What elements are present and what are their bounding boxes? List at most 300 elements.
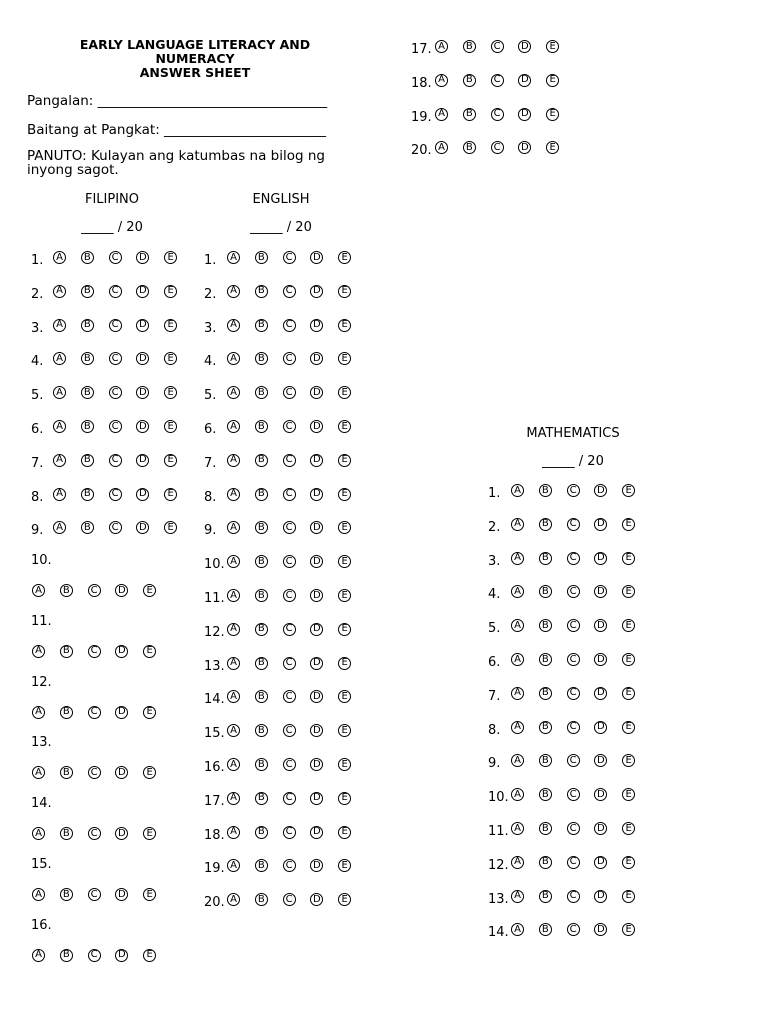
mathematics-q9-bubble-e[interactable]: E bbox=[622, 754, 635, 767]
mathematics-q8-bubble-d[interactable]: D bbox=[594, 721, 607, 734]
filipino-q8-bubble-b[interactable]: B bbox=[81, 488, 94, 501]
mathematics-q5-bubble-a[interactable]: A bbox=[511, 619, 524, 632]
filipino-q19-bubble-c[interactable]: C bbox=[491, 108, 504, 121]
mathematics-question-6-number: 6. bbox=[488, 655, 501, 670]
english-question-2-number: 2. bbox=[204, 286, 217, 302]
english-q1-bubble-a[interactable]: A bbox=[227, 251, 240, 264]
english-q10-bubble-a[interactable]: A bbox=[227, 555, 240, 568]
english-q6-bubble-a[interactable]: A bbox=[227, 420, 240, 433]
english-q4-bubble-a[interactable]: A bbox=[227, 352, 240, 365]
english-q12-bubble-b[interactable]: B bbox=[255, 623, 268, 636]
mathematics-q11-bubble-b[interactable]: B bbox=[539, 822, 552, 835]
name-field[interactable]: Pangalan: __________________________________ bbox=[27, 93, 328, 109]
english-q12-bubble-a[interactable]: A bbox=[227, 623, 240, 636]
filipino-q17-bubble-a[interactable]: A bbox=[435, 40, 448, 53]
mathematics-q7-bubble-c[interactable]: C bbox=[567, 687, 580, 700]
mathematics-q14-bubble-a[interactable]: A bbox=[511, 923, 524, 936]
english-q2-bubble-d[interactable]: D bbox=[310, 285, 323, 298]
mathematics-question-7-number: 7. bbox=[488, 688, 501, 704]
english-q8-bubble-c[interactable]: C bbox=[283, 488, 296, 501]
filipino-q11-bubble-c[interactable]: C bbox=[88, 645, 101, 658]
english-q9-bubble-e[interactable]: E bbox=[338, 521, 351, 534]
english-q19-bubble-d[interactable]: D bbox=[310, 859, 323, 872]
english-q18-bubble-c[interactable]: C bbox=[283, 826, 296, 839]
english-q3-bubble-e[interactable]: E bbox=[338, 319, 351, 332]
filipino-q3-bubble-a[interactable]: A bbox=[53, 319, 66, 332]
filipino-question-17-number: 17. bbox=[411, 42, 432, 57]
english-q4-bubble-d[interactable]: D bbox=[310, 352, 323, 365]
filipino-q16-bubble-b[interactable]: B bbox=[60, 949, 73, 962]
english-q2-bubble-e[interactable]: E bbox=[338, 285, 351, 298]
english-q8-bubble-e[interactable]: E bbox=[338, 488, 351, 501]
english-q19-bubble-c[interactable]: C bbox=[283, 859, 296, 872]
filipino-q8-bubble-d[interactable]: D bbox=[136, 488, 149, 501]
mathematics-q8-bubble-b[interactable]: B bbox=[539, 721, 552, 734]
mathematics-q14-bubble-b[interactable]: B bbox=[539, 923, 552, 936]
english-q10-bubble-b[interactable]: B bbox=[255, 555, 268, 568]
filipino-q12-bubble-d[interactable]: D bbox=[115, 706, 128, 719]
filipino-q13-bubble-c[interactable]: C bbox=[88, 766, 101, 779]
filipino-q5-bubble-e[interactable]: E bbox=[164, 386, 177, 399]
mathematics-q2-bubble-d[interactable]: D bbox=[594, 518, 607, 531]
filipino-q7-bubble-a[interactable]: A bbox=[53, 454, 66, 467]
mathematics-q12-bubble-b[interactable]: B bbox=[539, 856, 552, 869]
mathematics-q7-bubble-b[interactable]: B bbox=[539, 687, 552, 700]
english-q20-bubble-c[interactable]: C bbox=[283, 893, 296, 906]
mathematics-q2-bubble-b[interactable]: B bbox=[539, 518, 552, 531]
title-line-1: EARLY LANGUAGE LITERACY AND bbox=[79, 37, 311, 52]
filipino-q18-bubble-b[interactable]: B bbox=[463, 74, 476, 87]
english-score: _____ / 20 bbox=[250, 220, 312, 235]
filipino-q8-bubble-e[interactable]: E bbox=[164, 488, 177, 501]
filipino-q14-bubble-a[interactable]: A bbox=[32, 827, 45, 840]
mathematics-q4-bubble-e[interactable]: E bbox=[622, 585, 635, 598]
filipino-q5-bubble-a[interactable]: A bbox=[53, 386, 66, 399]
english-q10-bubble-e[interactable]: E bbox=[338, 555, 351, 568]
english-q11-bubble-b[interactable]: B bbox=[255, 589, 268, 602]
filipino-question-1-number: 1. bbox=[31, 253, 44, 268]
filipino-q6-bubble-e[interactable]: E bbox=[164, 420, 177, 433]
english-q7-bubble-a[interactable]: A bbox=[227, 454, 240, 467]
english-q3-bubble-b[interactable]: B bbox=[255, 319, 268, 332]
mathematics-q13-bubble-d[interactable]: D bbox=[594, 890, 607, 903]
filipino-q16-bubble-a[interactable]: A bbox=[32, 949, 45, 962]
filipino-q6-bubble-b[interactable]: B bbox=[81, 420, 94, 433]
english-q6-bubble-c[interactable]: C bbox=[283, 420, 296, 433]
english-q13-bubble-e[interactable]: E bbox=[338, 657, 351, 670]
mathematics-q8-bubble-e[interactable]: E bbox=[622, 721, 635, 734]
filipino-q15-bubble-d[interactable]: D bbox=[115, 888, 128, 901]
english-q3-bubble-c[interactable]: C bbox=[283, 319, 296, 332]
filipino-q16-bubble-c[interactable]: C bbox=[88, 949, 101, 962]
english-q13-bubble-b[interactable]: B bbox=[255, 657, 268, 670]
filipino-q10-bubble-a[interactable]: A bbox=[32, 584, 45, 597]
filipino-q6-bubble-d[interactable]: D bbox=[136, 420, 149, 433]
filipino-q15-bubble-b[interactable]: B bbox=[60, 888, 73, 901]
mathematics-q9-bubble-a[interactable]: A bbox=[511, 754, 524, 767]
english-q4-bubble-b[interactable]: B bbox=[255, 352, 268, 365]
filipino-q16-bubble-d[interactable]: D bbox=[115, 949, 128, 962]
mathematics-q9-bubble-d[interactable]: D bbox=[594, 754, 607, 767]
filipino-q15-bubble-a[interactable]: A bbox=[32, 888, 45, 901]
filipino-q20-bubble-a[interactable]: A bbox=[435, 141, 448, 154]
filipino-q5-bubble-b[interactable]: B bbox=[81, 386, 94, 399]
mathematics-q4-bubble-d[interactable]: D bbox=[594, 585, 607, 598]
mathematics-q6-bubble-c[interactable]: C bbox=[567, 653, 580, 666]
english-q1-bubble-e[interactable]: E bbox=[338, 251, 351, 264]
filipino-q14-bubble-c[interactable]: C bbox=[88, 827, 101, 840]
english-q5-bubble-c[interactable]: C bbox=[283, 386, 296, 399]
english-q19-bubble-b[interactable]: B bbox=[255, 859, 268, 872]
filipino-question-10-number: 10. bbox=[31, 553, 52, 568]
filipino-question-9-number: 9. bbox=[31, 523, 44, 539]
english-q18-bubble-e[interactable]: E bbox=[338, 826, 351, 839]
filipino-q9-bubble-e[interactable]: E bbox=[164, 521, 177, 534]
filipino-q8-bubble-a[interactable]: A bbox=[53, 488, 66, 501]
filipino-q20-bubble-d[interactable]: D bbox=[518, 141, 531, 154]
filipino-q14-bubble-e[interactable]: E bbox=[143, 827, 156, 840]
english-q15-bubble-d[interactable]: D bbox=[310, 724, 323, 737]
mathematics-q4-bubble-c[interactable]: C bbox=[567, 585, 580, 598]
filipino-q1-bubble-a[interactable]: A bbox=[53, 251, 66, 264]
mathematics-q6-bubble-b[interactable]: B bbox=[539, 653, 552, 666]
english-q18-bubble-a[interactable]: A bbox=[227, 826, 240, 839]
english-q15-bubble-e[interactable]: E bbox=[338, 724, 351, 737]
filipino-q12-bubble-e[interactable]: E bbox=[143, 706, 156, 719]
filipino-q4-bubble-b[interactable]: B bbox=[81, 352, 94, 365]
english-q20-bubble-e[interactable]: E bbox=[338, 893, 351, 906]
mathematics-q13-bubble-b[interactable]: B bbox=[539, 890, 552, 903]
filipino-q17-bubble-b[interactable]: B bbox=[463, 40, 476, 53]
english-q8-bubble-b[interactable]: B bbox=[255, 488, 268, 501]
filipino-q10-bubble-d[interactable]: D bbox=[115, 584, 128, 597]
english-q7-bubble-e[interactable]: E bbox=[338, 454, 351, 467]
filipino-q4-bubble-e[interactable]: E bbox=[164, 352, 177, 365]
filipino-q20-bubble-c[interactable]: C bbox=[491, 141, 504, 154]
english-q11-bubble-d[interactable]: D bbox=[310, 589, 323, 602]
english-q8-bubble-d[interactable]: D bbox=[310, 488, 323, 501]
english-q6-bubble-d[interactable]: D bbox=[310, 420, 323, 433]
mathematics-q13-bubble-c[interactable]: C bbox=[567, 890, 580, 903]
filipino-q3-bubble-d[interactable]: D bbox=[136, 319, 149, 332]
mathematics-q7-bubble-d[interactable]: D bbox=[594, 687, 607, 700]
filipino-q6-bubble-a[interactable]: A bbox=[53, 420, 66, 433]
mathematics-q5-bubble-b[interactable]: B bbox=[539, 619, 552, 632]
filipino-q3-bubble-e[interactable]: E bbox=[164, 319, 177, 332]
english-q20-bubble-d[interactable]: D bbox=[310, 893, 323, 906]
filipino-q11-bubble-d[interactable]: D bbox=[115, 645, 128, 658]
filipino-q20-bubble-e[interactable]: E bbox=[546, 141, 559, 154]
mathematics-q3-bubble-e[interactable]: E bbox=[622, 552, 635, 565]
filipino-question-16-number: 16. bbox=[31, 917, 52, 933]
english-question-4-number: 4. bbox=[204, 354, 217, 370]
mathematics-q3-bubble-d[interactable]: D bbox=[594, 552, 607, 565]
filipino-q6-bubble-c[interactable]: C bbox=[109, 420, 122, 433]
english-q6-bubble-b[interactable]: B bbox=[255, 420, 268, 433]
filipino-q12-bubble-c[interactable]: C bbox=[88, 706, 101, 719]
filipino-question-6-number: 6. bbox=[31, 422, 44, 437]
filipino-q15-bubble-e[interactable]: E bbox=[143, 888, 156, 901]
english-q19-bubble-a[interactable]: A bbox=[227, 859, 240, 872]
filipino-q2-bubble-c[interactable]: C bbox=[109, 285, 122, 298]
filipino-q2-bubble-a[interactable]: A bbox=[53, 285, 66, 298]
english-q15-bubble-c[interactable]: C bbox=[283, 724, 296, 737]
english-q2-bubble-b[interactable]: B bbox=[255, 285, 268, 298]
filipino-q7-bubble-c[interactable]: C bbox=[109, 454, 122, 467]
english-q9-bubble-b[interactable]: B bbox=[255, 521, 268, 534]
english-question-6-number: 6. bbox=[204, 422, 217, 437]
filipino-q18-bubble-a[interactable]: A bbox=[435, 74, 448, 87]
english-q1-bubble-b[interactable]: B bbox=[255, 251, 268, 264]
filipino-q4-bubble-d[interactable]: D bbox=[136, 352, 149, 365]
filipino-question-13-number: 13. bbox=[31, 735, 52, 751]
mathematics-q10-bubble-d[interactable]: D bbox=[594, 788, 607, 801]
mathematics-q10-bubble-b[interactable]: B bbox=[539, 788, 552, 801]
mathematics-q9-bubble-c[interactable]: C bbox=[567, 754, 580, 767]
mathematics-q1-bubble-e[interactable]: E bbox=[622, 484, 635, 497]
mathematics-q12-bubble-a[interactable]: A bbox=[511, 856, 524, 869]
mathematics-q1-bubble-a[interactable]: A bbox=[511, 484, 524, 497]
english-q3-bubble-a[interactable]: A bbox=[227, 319, 240, 332]
filipino-q3-bubble-c[interactable]: C bbox=[109, 319, 122, 332]
filipino-q10-bubble-e[interactable]: E bbox=[143, 584, 156, 597]
filipino-q13-bubble-a[interactable]: A bbox=[32, 766, 45, 779]
english-q13-bubble-a[interactable]: A bbox=[227, 657, 240, 670]
filipino-q14-bubble-d[interactable]: D bbox=[115, 827, 128, 840]
english-q4-bubble-c[interactable]: C bbox=[283, 352, 296, 365]
english-q17-bubble-c[interactable]: C bbox=[283, 792, 296, 805]
mathematics-question-4-number: 4. bbox=[488, 587, 501, 603]
mathematics-q1-bubble-d[interactable]: D bbox=[594, 484, 607, 497]
filipino-q8-bubble-c[interactable]: C bbox=[109, 488, 122, 501]
mathematics-q4-bubble-b[interactable]: B bbox=[539, 585, 552, 598]
filipino-q2-bubble-d[interactable]: D bbox=[136, 285, 149, 298]
mathematics-q11-bubble-d[interactable]: D bbox=[594, 822, 607, 835]
mathematics-question-1-number: 1. bbox=[488, 486, 501, 501]
filipino-q5-bubble-c[interactable]: C bbox=[109, 386, 122, 399]
english-q13-bubble-d[interactable]: D bbox=[310, 657, 323, 670]
english-q19-bubble-e[interactable]: E bbox=[338, 859, 351, 872]
mathematics-q9-bubble-b[interactable]: B bbox=[539, 754, 552, 767]
english-q20-bubble-b[interactable]: B bbox=[255, 893, 268, 906]
mathematics-q12-bubble-c[interactable]: C bbox=[567, 856, 580, 869]
filipino-q2-bubble-e[interactable]: E bbox=[164, 285, 177, 298]
english-q14-bubble-c[interactable]: C bbox=[283, 690, 296, 703]
english-q16-bubble-e[interactable]: E bbox=[338, 758, 351, 771]
title-line-2: NUMERACY bbox=[155, 51, 235, 66]
mathematics-q7-bubble-e[interactable]: E bbox=[622, 687, 635, 700]
english-q3-bubble-d[interactable]: D bbox=[310, 319, 323, 332]
filipino-q4-bubble-a[interactable]: A bbox=[53, 352, 66, 365]
filipino-q17-bubble-d[interactable]: D bbox=[518, 40, 531, 53]
filipino-q14-bubble-b[interactable]: B bbox=[60, 827, 73, 840]
filipino-q3-bubble-b[interactable]: B bbox=[81, 319, 94, 332]
filipino-q15-bubble-c[interactable]: C bbox=[88, 888, 101, 901]
mathematics-q11-bubble-e[interactable]: E bbox=[622, 822, 635, 835]
english-q17-bubble-b[interactable]: B bbox=[255, 792, 268, 805]
mathematics-q6-bubble-e[interactable]: E bbox=[622, 653, 635, 666]
filipino-q11-bubble-e[interactable]: E bbox=[143, 645, 156, 658]
filipino-q17-bubble-e[interactable]: E bbox=[546, 40, 559, 53]
english-q7-bubble-b[interactable]: B bbox=[255, 454, 268, 467]
mathematics-q5-bubble-d[interactable]: D bbox=[594, 619, 607, 632]
english-q11-bubble-c[interactable]: C bbox=[283, 589, 296, 602]
filipino-q1-bubble-e[interactable]: E bbox=[164, 251, 177, 264]
english-q2-bubble-c[interactable]: C bbox=[283, 285, 296, 298]
english-q18-bubble-d[interactable]: D bbox=[310, 826, 323, 839]
filipino-q18-bubble-e[interactable]: E bbox=[546, 74, 559, 87]
english-q1-bubble-c[interactable]: C bbox=[283, 251, 296, 264]
english-q9-bubble-c[interactable]: C bbox=[283, 521, 296, 534]
mathematics-q14-bubble-e[interactable]: E bbox=[622, 923, 635, 936]
english-q15-bubble-a[interactable]: A bbox=[227, 724, 240, 737]
filipino-question-4-number: 4. bbox=[31, 354, 44, 370]
filipino-q9-bubble-d[interactable]: D bbox=[136, 521, 149, 534]
filipino-q10-bubble-c[interactable]: C bbox=[88, 584, 101, 597]
english-q5-bubble-a[interactable]: A bbox=[227, 386, 240, 399]
mathematics-question-3-number: 3. bbox=[488, 553, 501, 569]
english-q4-bubble-e[interactable]: E bbox=[338, 352, 351, 365]
filipino-q4-bubble-c[interactable]: C bbox=[109, 352, 122, 365]
english-question-17-number: 17. bbox=[204, 793, 225, 809]
filipino-q11-bubble-a[interactable]: A bbox=[32, 645, 45, 658]
filipino-q5-bubble-d[interactable]: D bbox=[136, 386, 149, 399]
filipino-q9-bubble-c[interactable]: C bbox=[109, 521, 122, 534]
english-q2-bubble-a[interactable]: A bbox=[227, 285, 240, 298]
english-q15-bubble-b[interactable]: B bbox=[255, 724, 268, 737]
mathematics-q2-bubble-a[interactable]: A bbox=[511, 518, 524, 531]
mathematics-q3-bubble-b[interactable]: B bbox=[539, 552, 552, 565]
filipino-q13-bubble-d[interactable]: D bbox=[115, 766, 128, 779]
english-q12-bubble-d[interactable]: D bbox=[310, 623, 323, 636]
filipino-q17-bubble-c[interactable]: C bbox=[491, 40, 504, 53]
filipino-q12-bubble-b[interactable]: B bbox=[60, 706, 73, 719]
filipino-q2-bubble-b[interactable]: B bbox=[81, 285, 94, 298]
english-q12-bubble-c[interactable]: C bbox=[283, 623, 296, 636]
filipino-q19-bubble-b[interactable]: B bbox=[463, 108, 476, 121]
filipino-q18-bubble-d[interactable]: D bbox=[518, 74, 531, 87]
english-q10-bubble-d[interactable]: D bbox=[310, 555, 323, 568]
filipino-q11-bubble-b[interactable]: B bbox=[60, 645, 73, 658]
english-q11-bubble-a[interactable]: A bbox=[227, 589, 240, 602]
english-q9-bubble-d[interactable]: D bbox=[310, 521, 323, 534]
english-q7-bubble-d[interactable]: D bbox=[310, 454, 323, 467]
mathematics-question-5-number: 5. bbox=[488, 621, 501, 637]
filipino-q7-bubble-e[interactable]: E bbox=[164, 454, 177, 467]
english-q10-bubble-c[interactable]: C bbox=[283, 555, 296, 568]
english-q18-bubble-b[interactable]: B bbox=[255, 826, 268, 839]
mathematics-q2-bubble-c[interactable]: C bbox=[567, 518, 580, 531]
mathematics-q1-bubble-c[interactable]: C bbox=[567, 484, 580, 497]
english-question-20-number: 20. bbox=[204, 895, 225, 911]
filipino-q9-bubble-a[interactable]: A bbox=[53, 521, 66, 534]
mathematics-q8-bubble-c[interactable]: C bbox=[567, 721, 580, 734]
filipino-q19-bubble-e[interactable]: E bbox=[546, 108, 559, 121]
english-question-16-number: 16. bbox=[204, 760, 225, 775]
filipino-q19-bubble-a[interactable]: A bbox=[435, 108, 448, 121]
english-q8-bubble-a[interactable]: A bbox=[227, 488, 240, 501]
english-question-18-number: 18. bbox=[204, 827, 225, 843]
filipino-q1-bubble-d[interactable]: D bbox=[136, 251, 149, 264]
english-q17-bubble-d[interactable]: D bbox=[310, 792, 323, 805]
english-q16-bubble-c[interactable]: C bbox=[283, 758, 296, 771]
filipino-q13-bubble-b[interactable]: B bbox=[60, 766, 73, 779]
english-q16-bubble-d[interactable]: D bbox=[310, 758, 323, 771]
mathematics-q13-bubble-e[interactable]: E bbox=[622, 890, 635, 903]
grade-section-field[interactable]: Baitang at Pangkat: ________________________ bbox=[27, 122, 327, 138]
english-q5-bubble-d[interactable]: D bbox=[310, 386, 323, 399]
mathematics-q3-bubble-c[interactable]: C bbox=[567, 552, 580, 565]
mathematics-q14-bubble-c[interactable]: C bbox=[567, 923, 580, 936]
mathematics-question-8-number: 8. bbox=[488, 722, 501, 738]
english-q11-bubble-e[interactable]: E bbox=[338, 589, 351, 602]
mathematics-q8-bubble-a[interactable]: A bbox=[511, 721, 524, 734]
mathematics-q6-bubble-a[interactable]: A bbox=[511, 653, 524, 666]
mathematics-q5-bubble-e[interactable]: E bbox=[622, 619, 635, 632]
mathematics-q12-bubble-e[interactable]: E bbox=[622, 856, 635, 869]
filipino-q9-bubble-b[interactable]: B bbox=[81, 521, 94, 534]
english-q20-bubble-a[interactable]: A bbox=[227, 893, 240, 906]
mathematics-q7-bubble-a[interactable]: A bbox=[511, 687, 524, 700]
english-q7-bubble-c[interactable]: C bbox=[283, 454, 296, 467]
english-q5-bubble-e[interactable]: E bbox=[338, 386, 351, 399]
mathematics-q6-bubble-d[interactable]: D bbox=[594, 653, 607, 666]
english-question-14-number: 14. bbox=[204, 692, 225, 708]
english-q1-bubble-d[interactable]: D bbox=[310, 251, 323, 264]
filipino-q10-bubble-b[interactable]: B bbox=[60, 584, 73, 597]
mathematics-q13-bubble-a[interactable]: A bbox=[511, 890, 524, 903]
filipino-section-title: FILIPINO bbox=[84, 192, 140, 207]
english-q6-bubble-e[interactable]: E bbox=[338, 420, 351, 433]
english-q9-bubble-a[interactable]: A bbox=[227, 521, 240, 534]
english-q16-bubble-b[interactable]: B bbox=[255, 758, 268, 771]
filipino-q7-bubble-d[interactable]: D bbox=[136, 454, 149, 467]
mathematics-q10-bubble-a[interactable]: A bbox=[511, 788, 524, 801]
english-q14-bubble-e[interactable]: E bbox=[338, 690, 351, 703]
mathematics-q10-bubble-c[interactable]: C bbox=[567, 788, 580, 801]
mathematics-q12-bubble-d[interactable]: D bbox=[594, 856, 607, 869]
filipino-q1-bubble-b[interactable]: B bbox=[81, 251, 94, 264]
mathematics-q11-bubble-a[interactable]: A bbox=[511, 822, 524, 835]
english-q17-bubble-a[interactable]: A bbox=[227, 792, 240, 805]
mathematics-q3-bubble-a[interactable]: A bbox=[511, 552, 524, 565]
english-q14-bubble-d[interactable]: D bbox=[310, 690, 323, 703]
mathematics-q10-bubble-e[interactable]: E bbox=[622, 788, 635, 801]
mathematics-q14-bubble-d[interactable]: D bbox=[594, 923, 607, 936]
mathematics-q5-bubble-c[interactable]: C bbox=[567, 619, 580, 632]
english-q12-bubble-e[interactable]: E bbox=[338, 623, 351, 636]
english-q17-bubble-e[interactable]: E bbox=[338, 792, 351, 805]
english-q13-bubble-c[interactable]: C bbox=[283, 657, 296, 670]
english-q14-bubble-a[interactable]: A bbox=[227, 690, 240, 703]
filipino-q20-bubble-b[interactable]: B bbox=[463, 141, 476, 154]
english-q16-bubble-a[interactable]: A bbox=[227, 758, 240, 771]
filipino-question-12-number: 12. bbox=[31, 674, 52, 690]
filipino-q16-bubble-e[interactable]: E bbox=[143, 949, 156, 962]
filipino-q1-bubble-c[interactable]: C bbox=[109, 251, 122, 264]
filipino-q12-bubble-a[interactable]: A bbox=[32, 706, 45, 719]
mathematics-q4-bubble-a[interactable]: A bbox=[511, 585, 524, 598]
mathematics-q1-bubble-b[interactable]: B bbox=[539, 484, 552, 497]
mathematics-q11-bubble-c[interactable]: C bbox=[567, 822, 580, 835]
english-q5-bubble-b[interactable]: B bbox=[255, 386, 268, 399]
filipino-q18-bubble-c[interactable]: C bbox=[491, 74, 504, 87]
filipino-q13-bubble-e[interactable]: E bbox=[143, 766, 156, 779]
filipino-q7-bubble-b[interactable]: B bbox=[81, 454, 94, 467]
filipino-q19-bubble-d[interactable]: D bbox=[518, 108, 531, 121]
english-q14-bubble-b[interactable]: B bbox=[255, 690, 268, 703]
mathematics-q2-bubble-e[interactable]: E bbox=[622, 518, 635, 531]
